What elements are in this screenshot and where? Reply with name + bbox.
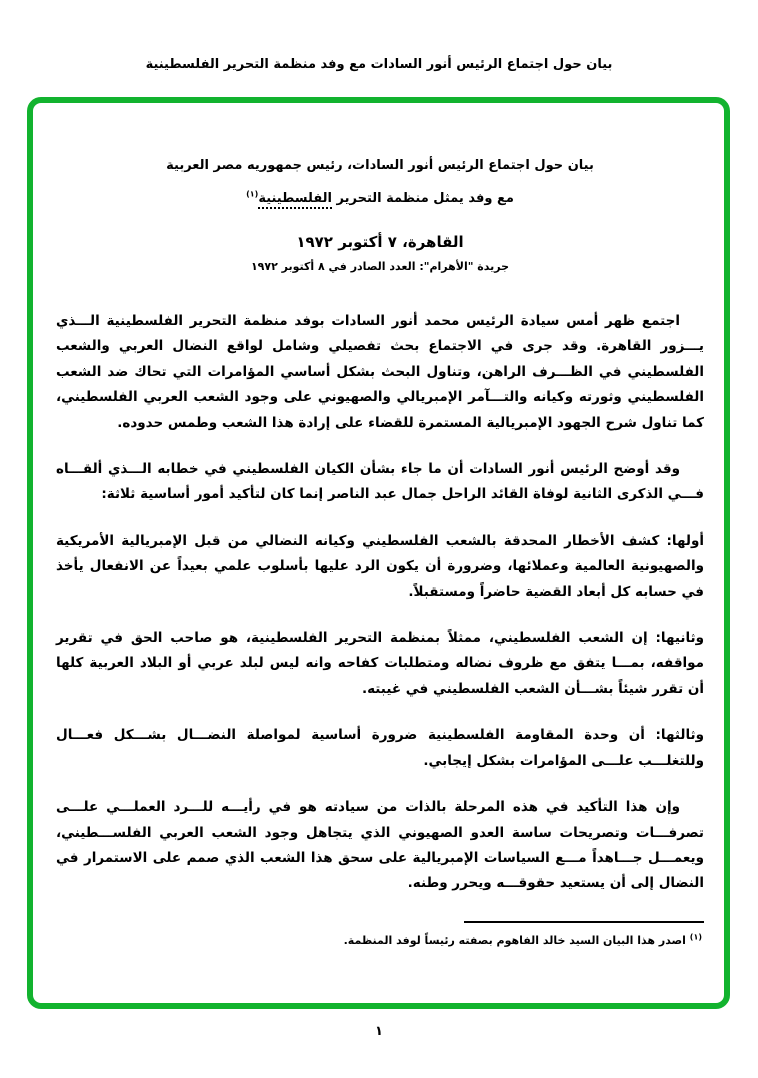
paragraph-4-second-point: وثانيها: إن الشعب الفلسطيني، ممثلاً بمنظمة التحرير الفلسطينية، هو صاحب الحق في تقرير مواقفه، بمـــا يتفق مع ظروف نضاله ومتطلبات كفاحه وانه ليس لبلد عربي أو البلاد العربية كلها أن تقرر شيئاً بشـــأن الشعب الفلسطيني في غيبته. [56,630,704,697]
footnote-separator-rule [464,921,704,923]
footnote-text: اصدر هذا البيان السيد خالد الفاهوم بصفته رئيساً لوفد المنظمة. [343,934,686,947]
page-number: ١ [375,1024,383,1039]
paragraph-6-closing: وإن هذا التأكيد في هذه المرحلة بالذات من سيادته هو في رأيـــه للـــرد العملـــي علـــى تصرفـــات وتصريحات ساسة العدو الصهيوني الذي يتجاهل وجود الشعب العربي الفلســـطيني، ويعمـــل جـــاهداً مـــع السياسات الإمبريالية على سحق هذا الشعب الذي صمم على الاستمرار في النضال إلى أن يستعيد حقوقـــه ويحرر وطنه. [56,799,704,892]
document-title-line2-text: مع وفد يمثل منظمة التحرير [332,191,514,206]
document-body [56,309,704,918]
paragraph-5-third-point: وثالثها: أن وحدة المقاومة الفلسطينية ضرورة أساسية لمواصلة النضـــال بشـــكل فعـــال وللتغلـــب علـــى المؤامرات بشكل إيجابي. [56,727,704,769]
document-title-line2 [56,182,704,215]
paragraph-1: اجتمع ظهر أمس سيادة الرئيس محمد أنور السادات بوفد منظمة التحرير الفلسطينية الـــذي يـــزور القاهرة. وقد جرى في الاجتماع بحث تفصيلي وشامل لواقع النضال العربي والشعب الفلسطيني في الظـــرف الراهن، وتناول البحث بشكل أساسي المؤامرات التي تحاك ضد الشعب الفلسطيني وثورته وكيانه والتـــآمر الإمبريالي والصهيوني على وجود الشعب العربي الفلسطيني، كما تناول شرح الجهود الإمبريالية المستمرة للقضاء على إرادة هذا الشعب وطمس حدوده. [56,313,704,431]
paragraph-3-first-point: أولها: كشف الأخطار المحدقة بالشعب الفلسطيني وكيانه النضالي من قبل الإمبريالية الأمريكية والصهيونية العالمية وعملائها، وضرورة أن يكون الرد عليها بأسلوب علمي بعيداً عن الانفعال يأخذ في حسابه كل أبعاد القضية حاضراً ومستقبلاً. [56,532,704,600]
document-frame [27,97,730,1009]
paragraph-2: وقد أوضح الرئيس أنور السادات أن ما جاء بشأن الكيان الفلسطيني في خطابه الـــذي ألقـــاه فـــي الذكرى الثانية لوفاة القائد الراحل جمال عبد الناصر إنما كان لتأكيد أمور أساسية ثلاثة: [56,461,704,503]
page-header-title: بيان حول اجتماع الرئيس أنور السادات مع وفد منظمة التحرير الفلسطينية [145,57,613,72]
document-title-line1: بيان حول اجتماع الرئيس أنور السادات، رئيس جمهوريه مصر العربية [166,158,594,173]
document-title-line2-underlined-word: الفلسطينية [258,191,332,209]
document-title [56,149,704,215]
document-date-line: القاهرة، ٧ أكتوبر ١٩٧٢ [296,233,464,251]
footnote-area [56,921,704,949]
footnote-reference-mark: (١) [246,189,259,199]
document-source-line: جريدة "الأهرام": العدد الصادر في ٨ أكتوبر ١٩٧٢ [250,260,510,273]
footnote [56,932,704,949]
footnote-number: (١) [689,932,702,942]
